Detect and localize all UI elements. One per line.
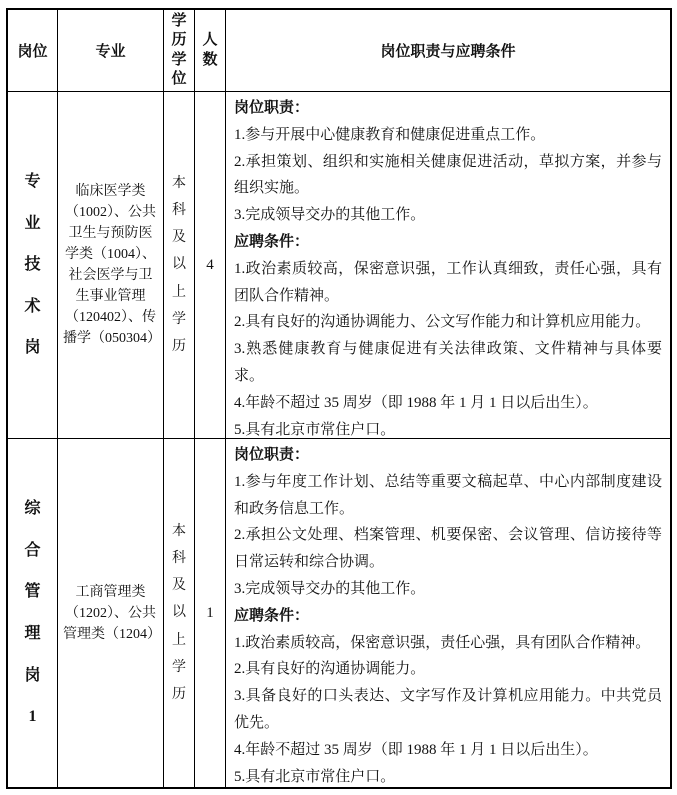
requirement-item: 1.政治素质较高，保密意识强，责任心强，具有团队合作精神。 xyxy=(234,634,651,651)
duty-item: 3.完成领导交办的其他工作。 xyxy=(234,580,426,597)
row1-major: 临床医学类（1002）、公共卫生与预防医学类（1004）、社会医学与卫生事业管理（120402）、传播学（050304） xyxy=(63,184,161,346)
header-education-label: 学历学位 xyxy=(171,12,187,87)
requirement-item: 5.具有北京市常住户口。 xyxy=(234,421,396,438)
header-position-label: 岗位 xyxy=(17,44,48,60)
row2-count-cell xyxy=(195,439,226,787)
requirement-item: 5.具有北京市常住户口。 xyxy=(234,768,396,785)
row2-details-cell xyxy=(226,439,670,787)
requirement-item: 2.具有良好的沟通协调能力、公文写作能力和计算机应用能力。 xyxy=(234,314,651,331)
header-details-label: 岗位职责与应聘条件 xyxy=(380,44,516,60)
header-major xyxy=(58,10,164,92)
row1-education: 本科及以上学历 xyxy=(172,176,186,354)
requirement-item: 3.具备良好的口头表达、文字写作及计算机应用能力。中共党员优先。 xyxy=(234,688,662,731)
section-label: 应聘条件： xyxy=(234,233,310,250)
requirement-item: 4.年龄不超过 35 周岁（即 1988 年 1 月 1 日以后出生）。 xyxy=(234,394,598,411)
duty-item: 2.承担公文处理、档案管理、机要保密、会议管理、信访接待等日常运转和综合协调。 xyxy=(234,527,662,571)
header-details xyxy=(226,10,670,92)
requirement-item: 1.政治素质较高，保密意识强，工作认真细致，责任心强，具有团队合作精神。 xyxy=(234,260,662,304)
section-label: 应聘条件： xyxy=(234,607,310,624)
row1-count-cell xyxy=(195,92,226,439)
row1-education-cell xyxy=(164,92,195,439)
duty-item: 1.参与开展中心健康教育和健康促进重点工作。 xyxy=(234,126,546,143)
row2-major-cell xyxy=(58,439,164,787)
duty-item: 3.完成领导交办的其他工作。 xyxy=(234,207,426,224)
requirement-item: 4.年龄不超过 35 周岁（即 1988 年 1 月 1 日以后出生）。 xyxy=(234,741,598,758)
row2-position-cell xyxy=(8,439,58,787)
row2-count: 1 xyxy=(206,604,214,621)
header-major-label: 专业 xyxy=(95,44,126,60)
header-education xyxy=(164,10,195,92)
row1-major-cell xyxy=(58,92,164,439)
row2-education: 本科及以上学历 xyxy=(172,524,186,702)
requirement-item: 2.具有良好的沟通协调能力。 xyxy=(234,661,426,678)
row1-position-cell xyxy=(8,92,58,439)
duty-item: 2.承担策划、组织和实施相关健康促进活动，草拟方案，并参与组织实施。 xyxy=(234,153,662,197)
row2-major: 工商管理类（1202）、公共管理类（1204） xyxy=(63,584,161,642)
recruitment-table xyxy=(6,8,672,789)
duty-item: 1.参与年度工作计划、总结等重要文稿起草、中心内部制度建设和政务信息工作。 xyxy=(234,473,662,517)
header-count xyxy=(195,10,226,92)
row1-details-cell xyxy=(226,92,670,439)
header-count-label: 人数 xyxy=(202,32,218,68)
section-label: 岗位职责： xyxy=(234,447,310,463)
row1-count: 4 xyxy=(206,256,214,273)
row2-education-cell xyxy=(164,439,195,787)
requirement-item: 3.熟悉健康教育与健康促进有关法律政策、文件精神与具体要求。 xyxy=(234,341,662,384)
row2-position: 综合管理岗1 xyxy=(24,500,41,726)
row1-position: 专业技术岗 xyxy=(24,173,41,357)
section-label: 岗位职责： xyxy=(234,100,310,116)
header-position xyxy=(8,10,58,92)
